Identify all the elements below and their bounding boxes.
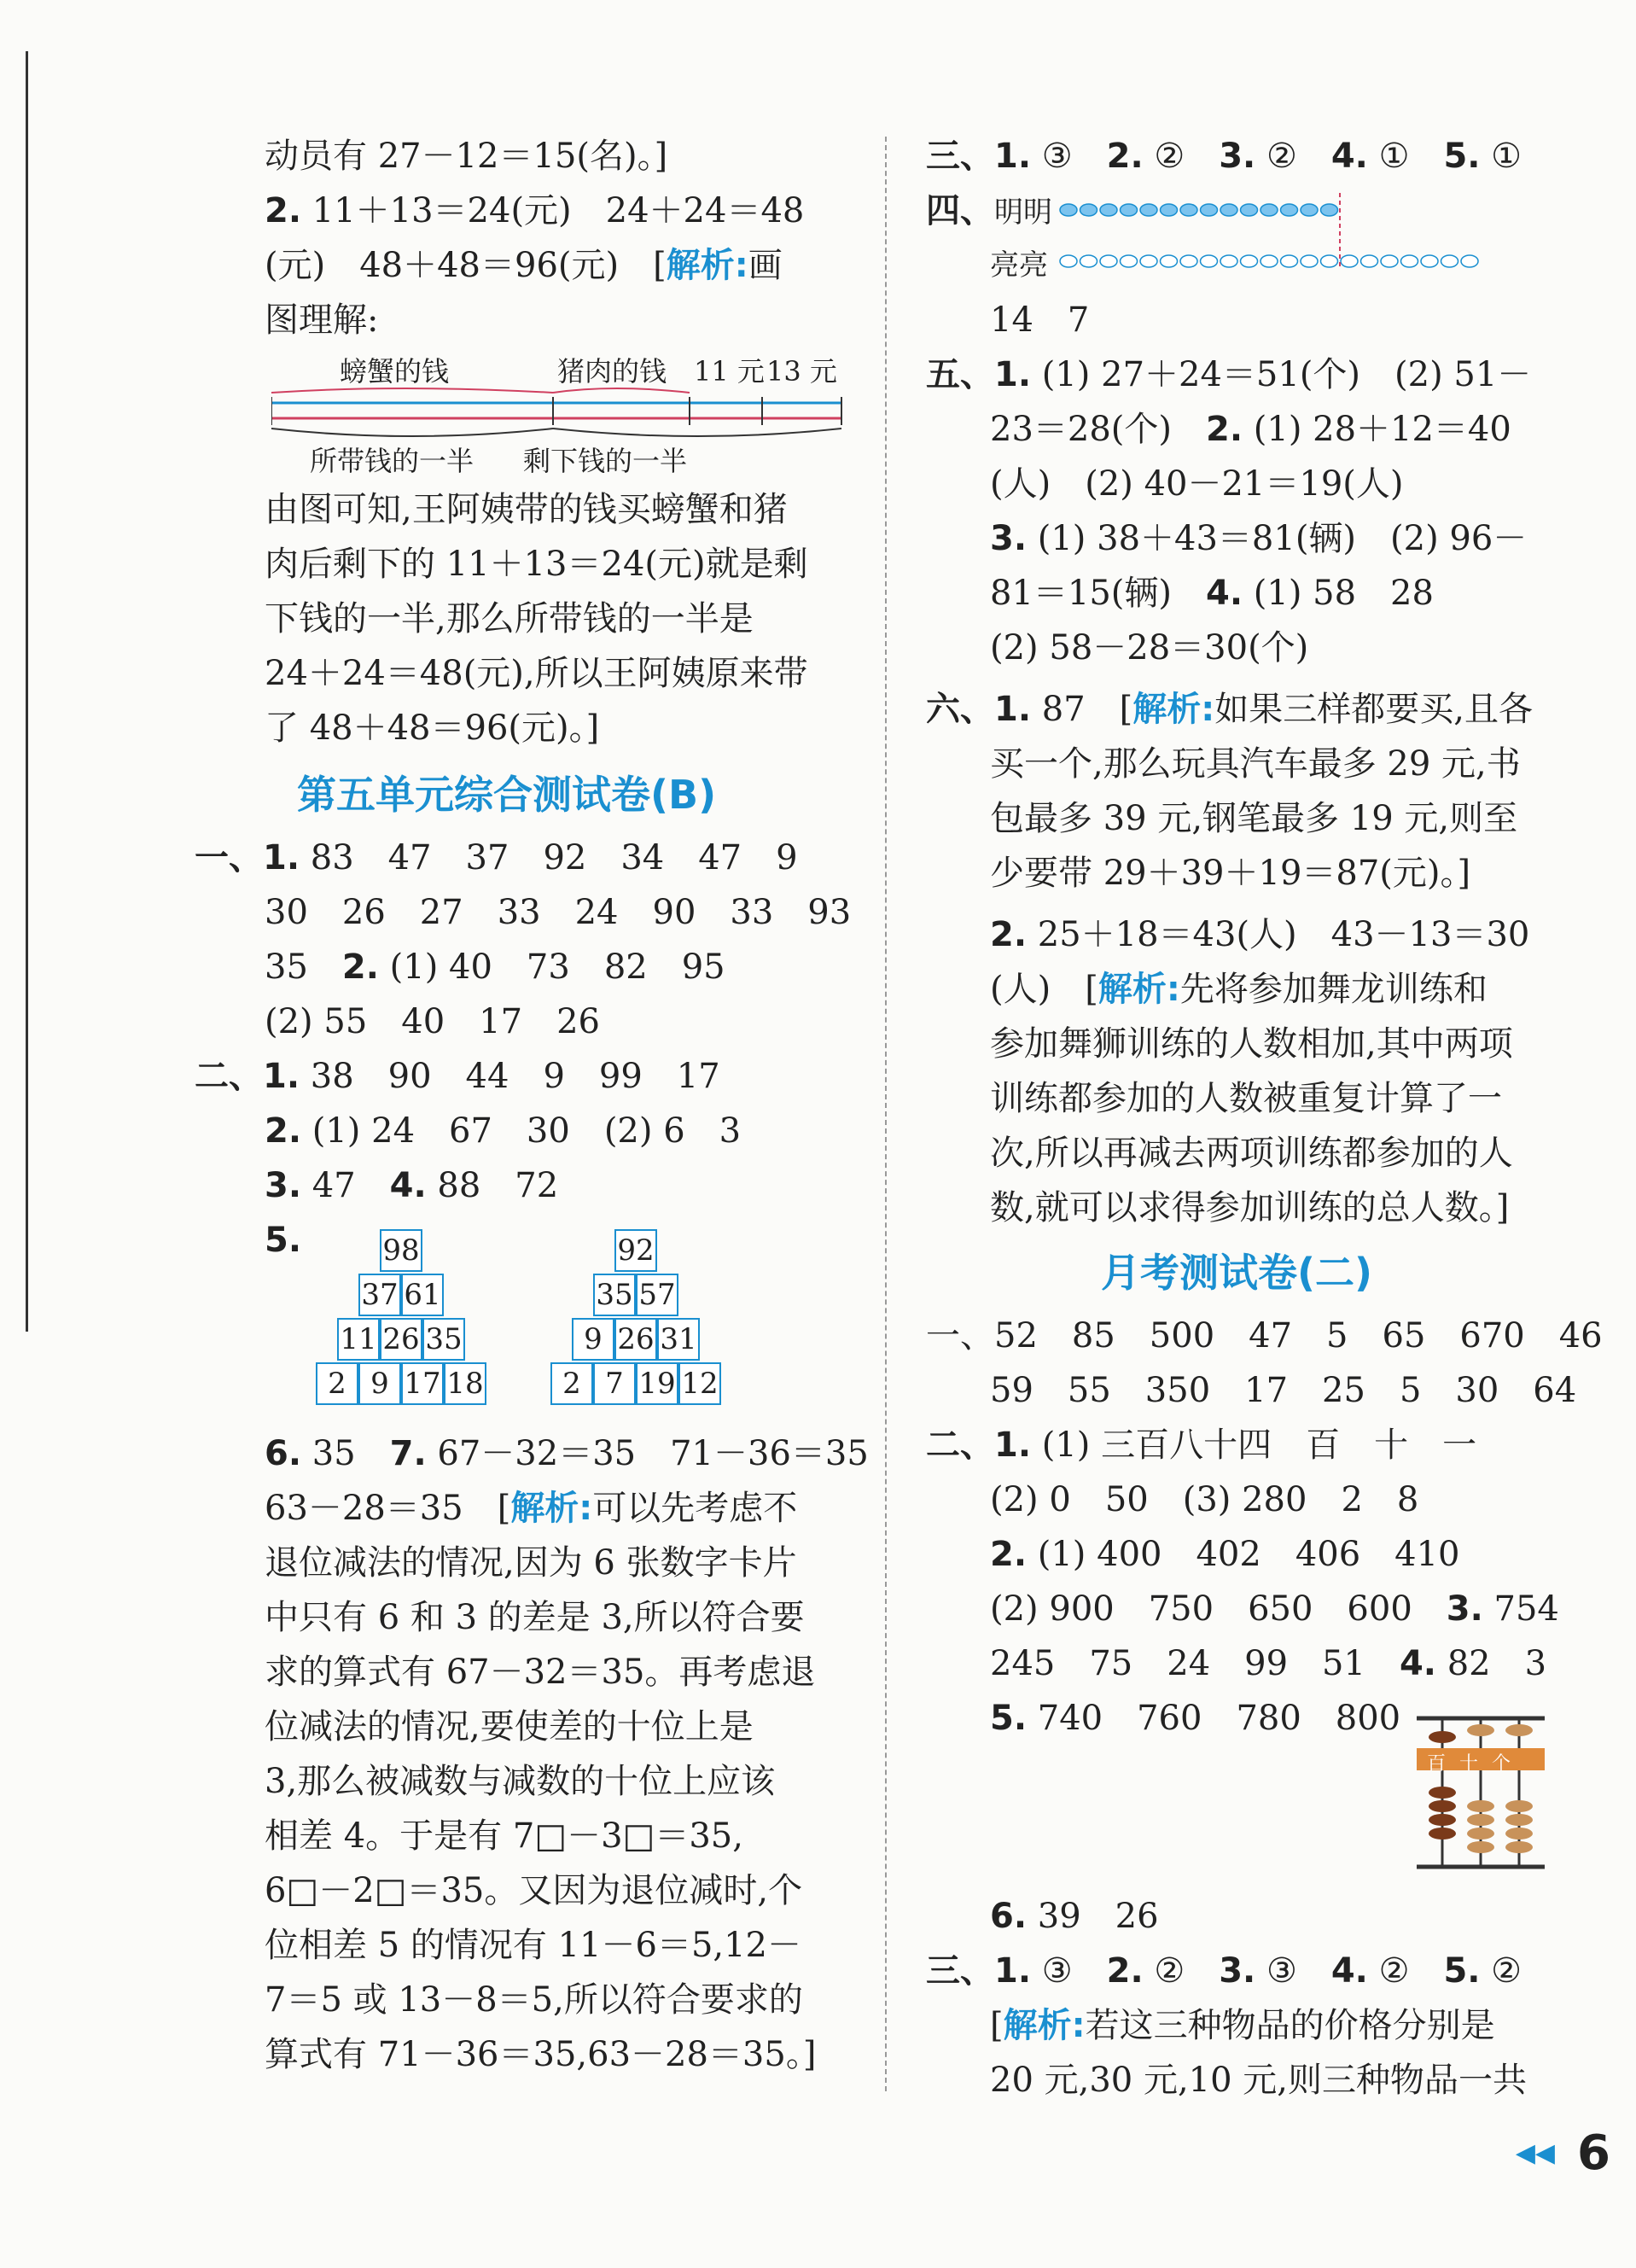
pyramid-cell: 26 (614, 1318, 657, 1361)
text-line: 四、明明 (926, 191, 1052, 230)
text-line: 5. (265, 1221, 302, 1260)
text-line: 次,所以再减去两项训练都参加的人 (990, 1134, 1513, 1173)
bead (1060, 255, 1077, 267)
text-line: 30 26 27 33 24 90 33 93 (265, 893, 852, 932)
text-line: 35 2. (1) 40 73 82 95 (265, 947, 725, 987)
bead (1401, 255, 1418, 267)
abacus-illustration (1417, 1711, 1545, 1874)
text-line: 81＝15(辆) 4. (1) 58 28 (990, 574, 1434, 613)
diagram-label: 13 元 (766, 355, 837, 388)
text-line: 肉后剩下的 11＋13＝24(元)就是剩 (265, 545, 808, 584)
text-line: 6. 35 7. 67－32＝35 71－36＝35 (265, 1434, 869, 1473)
pyramid-cell: 61 (401, 1274, 444, 1316)
text-line: 63－28＝35 [解析:可以先考虑不 (265, 1489, 798, 1528)
text-line: 亮亮 (990, 248, 1048, 283)
text-line: 动员有 27－12＝15(名)。] (265, 137, 668, 176)
text-line: 少要带 29＋39＋19＝87(元)。] (990, 854, 1471, 893)
bead (1260, 204, 1278, 216)
bead (1281, 255, 1298, 267)
text-line: 包最多 39 元,钢笔最多 19 元,则至 (990, 799, 1518, 838)
bead (1060, 204, 1077, 216)
text-line: 退位减法的情况,因为 6 张数字卡片 (265, 1543, 797, 1583)
bead (1161, 204, 1178, 216)
bead (1321, 255, 1338, 267)
pyramid-cell: 35 (593, 1274, 636, 1316)
text-line: 训练都参加的人数被重复计算了一 (990, 1079, 1502, 1118)
page-arrows-icon: ◀◀ (1515, 2138, 1555, 2168)
bead (1301, 204, 1318, 216)
section-title: 月考测试卷(二) (1101, 1250, 1373, 1296)
bead (1441, 255, 1458, 267)
bead (1361, 255, 1378, 267)
text-line: 7＝5 或 13－8＝5,所以符合要求的 (265, 1980, 803, 2020)
text-line: 中只有 6 和 3 的差是 3,所以符合要 (265, 1598, 805, 1637)
text-line: 59 55 350 17 25 5 30 64 (990, 1371, 1577, 1410)
bead (1080, 204, 1097, 216)
text-line: 3. 47 4. 88 72 (265, 1166, 559, 1205)
text-line: 五、1. (1) 27＋24＝51(个) (2) 51－ (926, 355, 1532, 394)
text-line: 6. 39 26 (990, 1897, 1159, 1936)
segment-diagram (271, 350, 843, 478)
pyramid-cell: 12 (678, 1362, 721, 1405)
text-line: 2. 25＋18＝43(人) 43－13＝30 (990, 915, 1530, 954)
text-line: 了 48＋48＝96(元)。] (265, 708, 600, 748)
bead (1080, 255, 1097, 267)
pyramid-cell: 2 (316, 1362, 358, 1405)
pyramid-cell: 19 (636, 1362, 678, 1405)
text-line: (人) [解析:先将参加舞龙训练和 (990, 970, 1488, 1009)
bead (1241, 255, 1258, 267)
bead (1341, 255, 1358, 267)
pyramid-cell: 2 (550, 1362, 593, 1405)
text-line: 三、1. ③ 2. ② 3. ③ 4. ② 5. ② (926, 1951, 1522, 1991)
text-line: 下钱的一半,那么所带钱的一半是 (265, 599, 754, 638)
bead (1321, 204, 1338, 216)
diagram-label: 11 元 (694, 355, 765, 388)
binding-edge (26, 51, 28, 1332)
bead (1201, 255, 1218, 267)
bead (1201, 204, 1218, 216)
diagram-label: 所带钱的一半 (310, 445, 474, 477)
pyramid-cell: 11 (337, 1318, 380, 1361)
text-line: 2. 11＋13＝24(元) 24＋24＝48 (265, 191, 805, 230)
bead (1100, 204, 1117, 216)
text-line: 245 75 24 99 51 4. 82 3 (990, 1644, 1547, 1683)
bead (1281, 204, 1298, 216)
abacus-labels: 百十个 (1427, 1753, 1525, 1775)
text-line: (人) (2) 40－21＝19(人) (990, 464, 1404, 504)
pyramid-cell: 7 (593, 1362, 636, 1405)
pyramid-cell: 9 (572, 1318, 614, 1361)
text-line: (2) 0 50 (3) 280 2 8 (990, 1480, 1419, 1519)
pyramid-cell: 9 (358, 1362, 401, 1405)
bead (1121, 204, 1138, 216)
bead (1100, 255, 1117, 267)
pyramid-cell: 18 (444, 1362, 486, 1405)
bead (1301, 255, 1318, 267)
text-line: 算式有 71－36＝35,63－28＝35。] (265, 2035, 817, 2074)
text-line: 5. 740 760 780 800 (990, 1699, 1401, 1738)
text-line: 2. (1) 400 402 406 410 (990, 1535, 1460, 1574)
bead (1140, 255, 1157, 267)
text-line: 三、1. ③ 2. ② 3. ② 4. ① 5. ① (926, 137, 1522, 176)
text-line: 24＋24＝48(元),所以王阿姨原来带 (265, 654, 808, 693)
page-number: 6 (1577, 2125, 1610, 2181)
text-line: 20 元,30 元,10 元,则三种物品一共 (990, 2061, 1527, 2100)
section-title: 第五单元综合测试卷(B) (297, 772, 717, 818)
bead (1140, 204, 1157, 216)
diagram-label: 螃蟹的钱 (340, 355, 450, 388)
pyramid-cell: 17 (401, 1362, 444, 1405)
text-line: 二、1. 38 90 44 9 99 17 (195, 1057, 720, 1096)
bead (1220, 204, 1237, 216)
column-divider (885, 137, 887, 2091)
pyramid-cell: 92 (614, 1229, 657, 1272)
text-line: 2. (1) 24 67 30 (2) 6 3 (265, 1111, 742, 1151)
text-line: 一、52 85 500 47 5 65 670 46 (926, 1316, 1603, 1356)
bead (1260, 255, 1278, 267)
bead (1461, 255, 1478, 267)
text-line: 由图可知,王阿姨带的钱买螃蟹和猪 (265, 490, 788, 529)
pyramid-cell: 98 (380, 1229, 422, 1272)
pyramid-cell: 26 (380, 1318, 422, 1361)
text-line: 3. (1) 38＋43＝81(辆) (2) 96－ (990, 519, 1528, 558)
text-line: 相差 4。于是有 7□－3□＝35, (265, 1816, 743, 1856)
text-line: 23＝28(个) 2. (1) 28＋12＝40 (990, 410, 1511, 449)
diagram-label: 剩下钱的一半 (523, 445, 688, 477)
bead (1421, 255, 1438, 267)
bead-diagram (1058, 193, 1570, 295)
number-pyramid-1 (311, 1229, 495, 1408)
pyramid-cell: 37 (358, 1274, 401, 1316)
bead (1381, 255, 1398, 267)
text-line: (2) 58－28＝30(个) (990, 628, 1309, 668)
text-line: [解析:若这三种物品的价格分别是 (990, 2006, 1495, 2045)
text-line: 参加舞狮训练的人数相加,其中两项 (990, 1024, 1513, 1064)
text-line: (元) 48＋48＝96(元) [解析:画 (265, 246, 783, 285)
pyramid-cell: 57 (636, 1274, 678, 1316)
pyramid-cell: 31 (657, 1318, 700, 1361)
text-line: 求的算式有 67－32＝35。再考虑退 (265, 1653, 816, 1692)
text-line: 图理解: (265, 300, 379, 340)
text-line: 位减法的情况,要使差的十位上是 (265, 1707, 754, 1746)
text-line: 买一个,那么玩具汽车最多 29 元,书 (990, 744, 1521, 784)
text-line: 3,那么被减数与减数的十位上应该 (265, 1762, 776, 1801)
text-line: 二、1. (1) 三百八十四 百 十 一 (926, 1426, 1477, 1465)
number-pyramid-2 (546, 1229, 730, 1408)
text-line: 位相差 5 的情况有 11－6＝5,12－ (265, 1926, 802, 1965)
bead (1180, 255, 1197, 267)
text-line: 六、1. 87 [解析:如果三样都要买,且各 (926, 690, 1533, 729)
text-line: 14 7 (990, 300, 1090, 340)
pyramid-cell: 35 (422, 1318, 465, 1361)
text-line: 6□－2□＝35。又因为退位减时,个 (265, 1871, 803, 1910)
diagram-label: 猪肉的钱 (557, 355, 667, 388)
bead (1121, 255, 1138, 267)
bead (1180, 204, 1197, 216)
text-line: (2) 55 40 17 26 (265, 1002, 600, 1041)
bead (1161, 255, 1178, 267)
text-line: (2) 900 750 650 600 3. 754 (990, 1589, 1559, 1629)
text-line: 数,就可以求得参加训练的总人数。] (990, 1188, 1510, 1227)
text-line: 一、1. 83 47 37 92 34 47 9 (195, 838, 798, 877)
bead (1220, 255, 1237, 267)
bead (1241, 204, 1258, 216)
